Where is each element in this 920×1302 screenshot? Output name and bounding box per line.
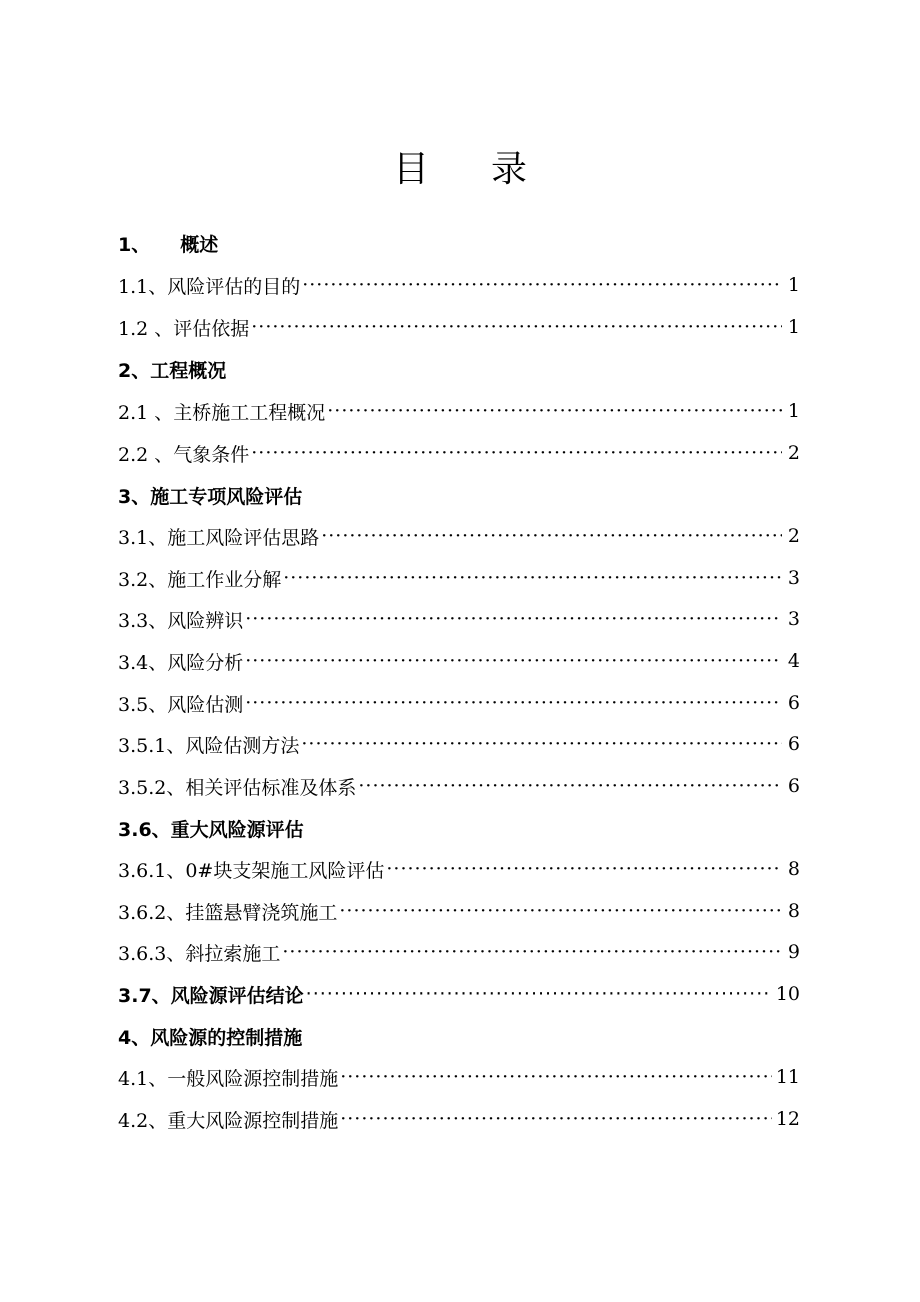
toc-entry-3-6-3[interactable] [118, 937, 800, 967]
toc-label: 3、施工专项风险评估 [118, 485, 303, 508]
toc-label: 3.4、风险分析 [118, 651, 244, 674]
toc-label: 2.1 、主桥施工工程概况 [118, 401, 326, 424]
toc-entry-1-1[interactable] [118, 270, 800, 300]
toc-entry-3-6-1[interactable] [118, 854, 800, 884]
toc-leader-dots [358, 775, 782, 797]
toc-page-number: 9 [787, 941, 800, 963]
toc-leader-dots [340, 1066, 772, 1088]
toc-entry-3-2[interactable] [118, 563, 800, 593]
toc-label: 1.1、风险评估的目的 [118, 275, 301, 298]
toc-entry-3-4[interactable] [118, 646, 800, 676]
toc-label: 4.2、重大风险源控制措施 [118, 1109, 339, 1132]
toc-leader-dots [321, 525, 782, 547]
toc-heading-2[interactable] [118, 354, 800, 384]
toc-page-number: 6 [787, 775, 800, 797]
toc-entry-3-3[interactable] [118, 604, 800, 634]
toc-leader-dots [245, 608, 782, 630]
toc-page-number: 10 [775, 983, 800, 1005]
toc-page-number: 4 [787, 650, 800, 672]
toc-leader-dots [306, 983, 772, 1005]
toc-heading-3-6[interactable] [118, 813, 800, 843]
toc-page-number: 11 [775, 1066, 800, 1088]
toc-label: 3.5.2、相关评估标准及体系 [118, 776, 357, 799]
toc-label: 3.6.2、挂篮悬臂浇筑施工 [118, 901, 338, 924]
page-title-char-1: 目 [392, 149, 429, 190]
toc-entry-3-5-2[interactable] [118, 771, 800, 801]
toc-leader-dots [327, 400, 782, 422]
toc-label: 3.6、重大风险源评估 [118, 818, 304, 841]
toc-entry-3-5-1[interactable] [118, 729, 800, 759]
toc-entry-3-1[interactable] [118, 521, 800, 551]
toc-heading-3[interactable] [118, 480, 800, 510]
toc-label: 1、 [118, 233, 151, 256]
toc-leader-dots [339, 900, 782, 922]
toc-page-number: 6 [787, 692, 800, 714]
toc-page-number: 1 [787, 274, 800, 296]
toc-page-number: 3 [787, 608, 800, 630]
toc-page-number: 8 [787, 900, 800, 922]
toc-label: 3.2、施工作业分解 [118, 568, 282, 591]
toc-label: 4.1、一般风险源控制措施 [118, 1067, 339, 1090]
toc-label: 2.2 、气象条件 [118, 443, 250, 466]
toc-label: 3.7、风险源评估结论 [118, 984, 304, 1007]
toc-page-number: 2 [787, 525, 800, 547]
toc-page-number: 1 [787, 400, 800, 422]
toc-label-2: 概述 [180, 233, 219, 256]
toc-label: 2、工程概况 [118, 359, 227, 382]
toc-leader-dots [245, 650, 782, 672]
toc-leader-dots [340, 1108, 772, 1130]
toc-label: 3.1、施工风险评估思路 [118, 526, 320, 549]
toc-entry-2-2[interactable] [118, 438, 800, 468]
toc-heading-1[interactable] [118, 228, 800, 258]
toc-leader-dots [302, 274, 782, 296]
toc-label: 3.5.1、风险估测方法 [118, 734, 300, 757]
toc-page-number: 1 [787, 316, 800, 338]
toc-leader-dots [251, 442, 782, 464]
toc-label: 3.6.3、斜拉索施工 [118, 942, 281, 965]
toc-entry-2-1[interactable] [118, 396, 800, 426]
toc-leader-dots [283, 567, 782, 589]
page-title-char-2: 录 [491, 149, 528, 190]
toc-page-number: 2 [787, 442, 800, 464]
toc-heading-4[interactable] [118, 1021, 800, 1051]
toc-heading-3-7[interactable] [118, 979, 800, 1009]
toc-leader-dots [386, 858, 782, 880]
toc-entry-3-6-2[interactable] [118, 896, 800, 926]
toc-page-number: 3 [787, 567, 800, 589]
toc-leader-dots [282, 941, 782, 963]
toc-label: 3.3、风险辨识 [118, 609, 244, 632]
toc-entry-3-5[interactable] [118, 688, 800, 718]
toc-label: 3.5、风险估测 [118, 693, 244, 716]
toc-label: 4、风险源的控制措施 [118, 1026, 303, 1049]
toc-page-number: 12 [775, 1108, 800, 1130]
toc-leader-dots [251, 316, 782, 338]
toc-label: 3.6.1、0#块支架施工风险评估 [118, 859, 385, 882]
toc-leader-dots [301, 733, 782, 755]
toc-entry-4-2[interactable] [118, 1104, 800, 1134]
toc-page-number: 8 [787, 858, 800, 880]
toc-entry-1-2[interactable] [118, 312, 800, 342]
toc-entry-4-1[interactable] [118, 1062, 800, 1092]
toc-leader-dots [245, 692, 782, 714]
toc-page-number: 6 [787, 733, 800, 755]
toc-label: 1.2 、评估依据 [118, 317, 250, 340]
